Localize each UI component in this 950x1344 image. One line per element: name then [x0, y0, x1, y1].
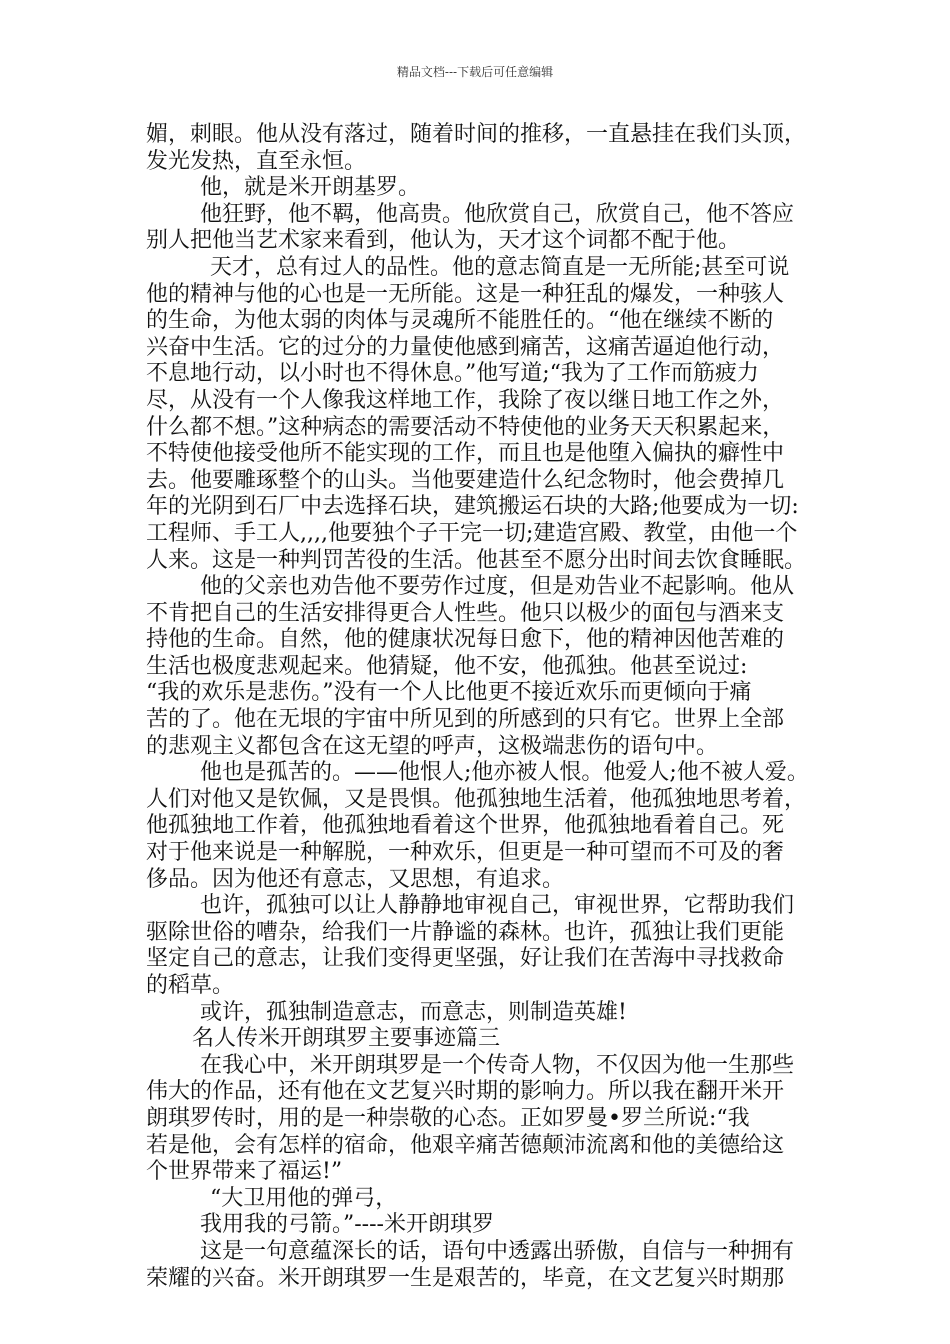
text-line: 什么都不想。”这种病态的需要活动不特使他的业务天天积累起来，	[146, 414, 785, 440]
text-line: 人来。这是一种判罚苦役的生活。他甚至不愿分出时间去饮食睡眠。	[146, 547, 807, 573]
text-line: 荣耀的兴奋。米开朗琪罗一生是艰苦的，毕竟，在文艺复兴时期那	[146, 1265, 785, 1291]
text-line: 不特使他接受他所不能实现的工作，而且也是他堕入偏执的癖性中	[146, 441, 785, 467]
text-line: 发光发热，直至永恒。	[146, 148, 367, 174]
text-line: 我用我的弓箭。”----米开朗琪罗	[200, 1212, 494, 1238]
text-line: 年的光阴到石厂中去选择石块，建筑搬运石块的大路;他要成为一切:	[146, 494, 799, 520]
text-line: 伟大的作品，还有他在文艺复兴时期的影响力。所以我在翻开米开	[146, 1079, 785, 1105]
text-line: 他孤独地工作着，他孤独地看着这个世界，他孤独地看着自己。死	[146, 813, 785, 839]
document-body	[146, 122, 814, 1292]
text-line: 不肯把自己的生活安排得更合人性些。他只以极少的面包与酒来支	[146, 600, 785, 626]
text-line: 他狂野，他不羁，他高贵。他欣赏自己，欣赏自己，他不答应	[200, 201, 795, 227]
text-line: 他，就是米开朗基罗。	[200, 175, 421, 201]
text-line: 侈品。因为他还有意志，又思想，有追求。	[146, 866, 565, 892]
text-line: 这是一句意蕴深长的话，语句中透露出骄傲，自信与一种拥有	[200, 1238, 795, 1264]
text-line: 若是他，会有怎样的宿命，他艰辛痛苦德颠沛流离和他的美德给这	[146, 1132, 785, 1158]
text-line: “大卫用他的弹弓，	[210, 1185, 398, 1211]
text-line: 媚，刺眼。他从没有落过，随着时间的推移，一直悬挂在我们头顶，	[146, 122, 807, 147]
text-line: 坚定自己的意志，让我们变得更坚强，好让我们在苦海中寻找救命	[146, 946, 785, 972]
text-line: 工程师、手工人,,,,他要独个子干完一切;建造宫殿、教堂，由他一个	[146, 520, 798, 546]
text-line: 朗琪罗传时，用的是一种崇敬的心态。正如罗曼•罗兰所说:“我	[146, 1105, 750, 1131]
text-line: 名人传米开朗琪罗主要事迹篇三	[192, 1026, 501, 1052]
text-line: 的稻草。	[146, 973, 235, 998]
text-line: 他也是孤苦的。——他恨人;他亦被人恨。他爱人;他不被人爱。	[200, 760, 809, 786]
text-line: 生活也极度悲观起来。他猜疑，他不安，他孤独。他甚至说过:	[146, 653, 748, 679]
text-line: 在我心中，米开朗琪罗是一个传奇人物，不仅因为他一生那些	[200, 1052, 795, 1078]
text-line: 兴奋中生活。它的过分的力量使他感到痛苦，这痛苦逼迫他行动，	[146, 334, 785, 360]
text-line: 人们对他又是钦佩，又是畏惧。他孤独地生活着，他孤独地思考着，	[146, 786, 807, 812]
text-line: 也许，孤独可以让人静静地审视自己，审视世界，它帮助我们	[200, 893, 795, 919]
text-line: 去。他要雕琢整个的山头。当他要建造什么纪念物时，他会费掉几	[146, 467, 785, 493]
text-line: 持他的生命。自然，他的健康状况每日愈下，他的精神因他苦难的	[146, 627, 785, 653]
page-header: 精品文档---下载后可任意编辑	[396, 65, 554, 79]
text-line: 或许，孤独制造意志，而意志，则制造英雄!	[200, 999, 627, 1025]
text-line: 尽，从没有一个人像我这样地工作，我除了夜以继日地工作之外，	[146, 387, 785, 413]
text-line: 他的精神与他的心也是一无所能。这是一种狂乱的爆发，一种骇人	[146, 281, 785, 307]
text-line: 苦的了。他在无垠的宇宙中所见到的所感到的只有它。世界上全部	[146, 707, 785, 733]
text-line: 天才，总有过人的品性。他的意志简直是一无所能;甚至可说	[210, 254, 790, 280]
text-line: 驱除世俗的嘈杂，给我们一片静谧的森林。也许，孤独让我们更能	[146, 919, 785, 945]
text-line: 的悲观主义都包含在这无望的呼声，这极端悲伤的语句中。	[146, 733, 719, 759]
text-line: 的生命，为他太弱的肉体与灵魂所不能胜任的。“他在继续不断的	[146, 308, 774, 334]
text-line: “我的欢乐是悲伤。”没有一个人比他更不接近欢乐而更倾向于痛	[146, 680, 752, 706]
text-line: 不息地行动，以小时也不得休息。”他写道;“我为了工作而筋疲力	[146, 361, 759, 387]
text-line: 个世界带来了福运!”	[146, 1159, 343, 1185]
text-line: 别人把他当艺术家来看到，他认为，天才这个词都不配于他。	[146, 228, 741, 254]
text-line: 对于他来说是一种解脱，一种欢乐，但更是一种可望而不可及的奢	[146, 840, 785, 866]
text-line: 他的父亲也劝告他不要劳作过度，但是劝告业不起影响。他从	[200, 574, 795, 600]
